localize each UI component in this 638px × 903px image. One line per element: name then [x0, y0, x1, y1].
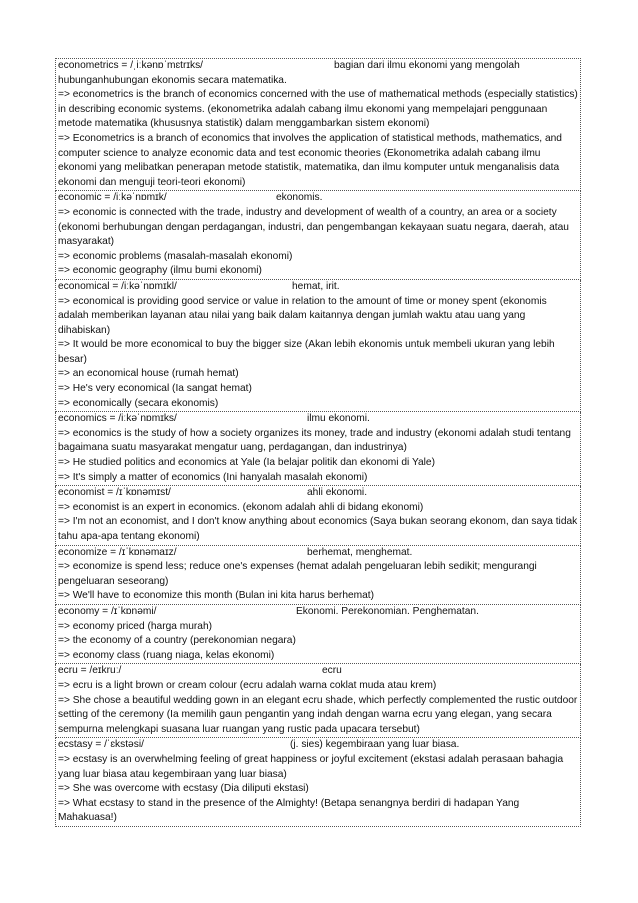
entry-headword [58, 738, 578, 753]
entry-headword [58, 280, 578, 295]
entry-headword [58, 412, 578, 427]
entry-line: => economic geography (ilmu bumi ekonomi) [58, 265, 262, 277]
entry-meaning: ilmu ekonomi. [307, 413, 370, 425]
entry-headword [58, 191, 578, 206]
dictionary-page [55, 58, 581, 827]
entry-line: => We'll have to economize this month (Bulan ini kita harus berhemat) [58, 590, 375, 602]
entry-headword [58, 546, 578, 561]
entry-line: => economics is the study of how a society organizes its money, trade and industry (ekonomi adalah studi tentang bagaimana suatu masyarakat mengatur uang, perdagangan, dan industrinya) [58, 427, 571, 454]
entry-meaning: Ekonomi. Perekonomian. Penghematan. [296, 605, 479, 617]
entry-line: => I'm not an economist, and I don't know anything about economics (Saya bukan seorang ekonom, dan saya tidak tahu apa-apa tentang ekonomi) [58, 516, 578, 542]
entry-line: => She was overcome with ecstasy (Dia diliputi ekstasi) [58, 783, 309, 795]
dictionary-entry [55, 191, 581, 280]
entry-meaning: bagian dari ilmu ekonomi yang mengolah [334, 60, 520, 71]
dictionary-entry [55, 412, 581, 486]
dictionary-entry [55, 486, 581, 545]
entry-line: => econometrics is the branch of economics concerned with the use of mathematical methods (especially statistics) in describing economic systems. (ekonometrika adalah cabang ilmu ekonomi yang mempelajari penggunaan metode matematika (khususnya statistik) dalam menggambarkan sistem ekonomi) [58, 89, 578, 130]
entry-line: => economical is providing good service or value in relation to the amount of time or money spent (ekonomis adalah memberikan layanan atau nilai yang baik dalam kaitannya dengan jumlah waktu atau uang yang dihabiskan) [58, 295, 547, 336]
entry-headword [58, 605, 578, 620]
entry-line: => economist is an expert in economics. (ekonom adalah ahli di bidang ekonomi) [58, 501, 424, 513]
dictionary-entry [55, 605, 581, 664]
entry-word-pronunciation: economics = /iːkəˈnɒmɪks/ [58, 413, 177, 425]
dictionary-entry [55, 280, 581, 412]
entry-word-pronunciation: econometrics = /ˌiːkənɒˈmɛtrɪks/ [58, 60, 204, 71]
entry-headword [58, 664, 578, 679]
entry-line: => economize is spend less; reduce one's expenses (hemat adalah pengeluaran lebih sedikit; mengurangi pengeluaran seseorang) [58, 561, 537, 587]
dictionary-entry [55, 738, 581, 827]
entry-line: => It's simply a matter of economics (Ini hanyalah masalah ekonomi) [58, 471, 368, 483]
dictionary-entry [55, 58, 581, 191]
entry-line: hubunganhubungan ekonomis secara matematika. [58, 74, 287, 86]
entry-word-pronunciation: economy = /ɪˈkɒnəmi/ [58, 605, 157, 617]
entry-meaning: (j. sies) kegembiraan yang luar biasa. [290, 739, 460, 751]
entry-word-pronunciation: economic = /iːkəˈnɒmɪk/ [58, 192, 167, 204]
entry-word-pronunciation: economical = /iːkəˈnɒmɪkl/ [58, 280, 177, 292]
dictionary-entry [55, 664, 581, 738]
entry-line: => economic is connected with the trade, industry and development of wealth of a country, an area or a society (ekonomi berhubungan dengan perdagangan, industri, dan pengembangan kekayaan suatu negara, daerah, atau masyarakat) [58, 206, 569, 248]
entry-line: => He's very economical (Ia sangat hemat) [58, 383, 252, 395]
entry-line: => He studied politics and economics at Yale (Ia belajar politik dan ekonomi di Yale) [58, 457, 435, 469]
entry-meaning: ecru [322, 665, 342, 677]
entry-word-pronunciation: ecstasy = /ˈɛkstəsi/ [58, 739, 144, 751]
entry-word-pronunciation: ecru = /eɪkruː/ [58, 665, 122, 677]
entry-line: => economically (secara ekonomis) [58, 397, 219, 409]
entry-line: => Econometrics is a branch of economics that involves the application of statistical methods, mathematics, and computer science to analyze economic data and test economic theories (Ekonometrika adalah cabang ilmu ekonomi yang melibatkan penerapan metode statistik, matematika, dan ilmu komputer untuk menganalisis data ekonomi dan menguji teori-teori ekonomi) [58, 132, 562, 188]
dictionary-entry [55, 546, 581, 605]
entry-line: => What ecstasy to stand in the presence of the Almighty! (Betapa senangnya berdiri di hadapan Yang Mahakuasa!) [58, 797, 520, 824]
entry-line: => ecstasy is an overwhelming feeling of great happiness or joyful excitement (ekstasi adalah perasaan bahagia yang luar biasa atau kegembiraan yang luar biasa) [58, 753, 564, 780]
entry-word-pronunciation: economist = /ɪˈkɒnəmɪst/ [58, 487, 171, 499]
entry-line: => economy class (ruang niaga, kelas ekonomi) [58, 649, 275, 661]
entry-line: => economic problems (masalah-masalah ekonomi) [58, 250, 293, 262]
entry-meaning: hemat, irit. [292, 280, 340, 292]
entry-line: => She chose a beautiful wedding gown in an elegant ecru shade, which perfectly complemented the rustic outdoor setting of the ceremony (Ia memilih gaun pengantin yang indah dengan warna ecru yang elegan, yang secara sempurna melengkapi suasana luar ruangan yang rustic pada upacara tersebut) [58, 694, 578, 735]
entry-line: => ecru is a light brown or cream colour (ecru adalah warna coklat muda atau krem) [58, 679, 437, 691]
entry-line: => an economical house (rumah hemat) [58, 368, 239, 380]
entry-headword [58, 486, 578, 501]
entry-meaning: ekonomis. [276, 192, 323, 204]
entry-word-pronunciation: economize = /ɪˈkɒnəmaɪz/ [58, 546, 177, 558]
entry-meaning: berhemat, menghemat. [307, 546, 413, 558]
entry-meaning: ahli ekonomi. [307, 487, 368, 499]
entry-headword [58, 59, 578, 74]
entry-line: => It would be more economical to buy the bigger size (Akan lebih ekonomis untuk membeli ukuran yang lebih besar) [58, 339, 555, 365]
entry-line: => economy priced (harga murah) [58, 620, 213, 632]
entry-line: => the economy of a country (perekonomian negara) [58, 635, 296, 647]
